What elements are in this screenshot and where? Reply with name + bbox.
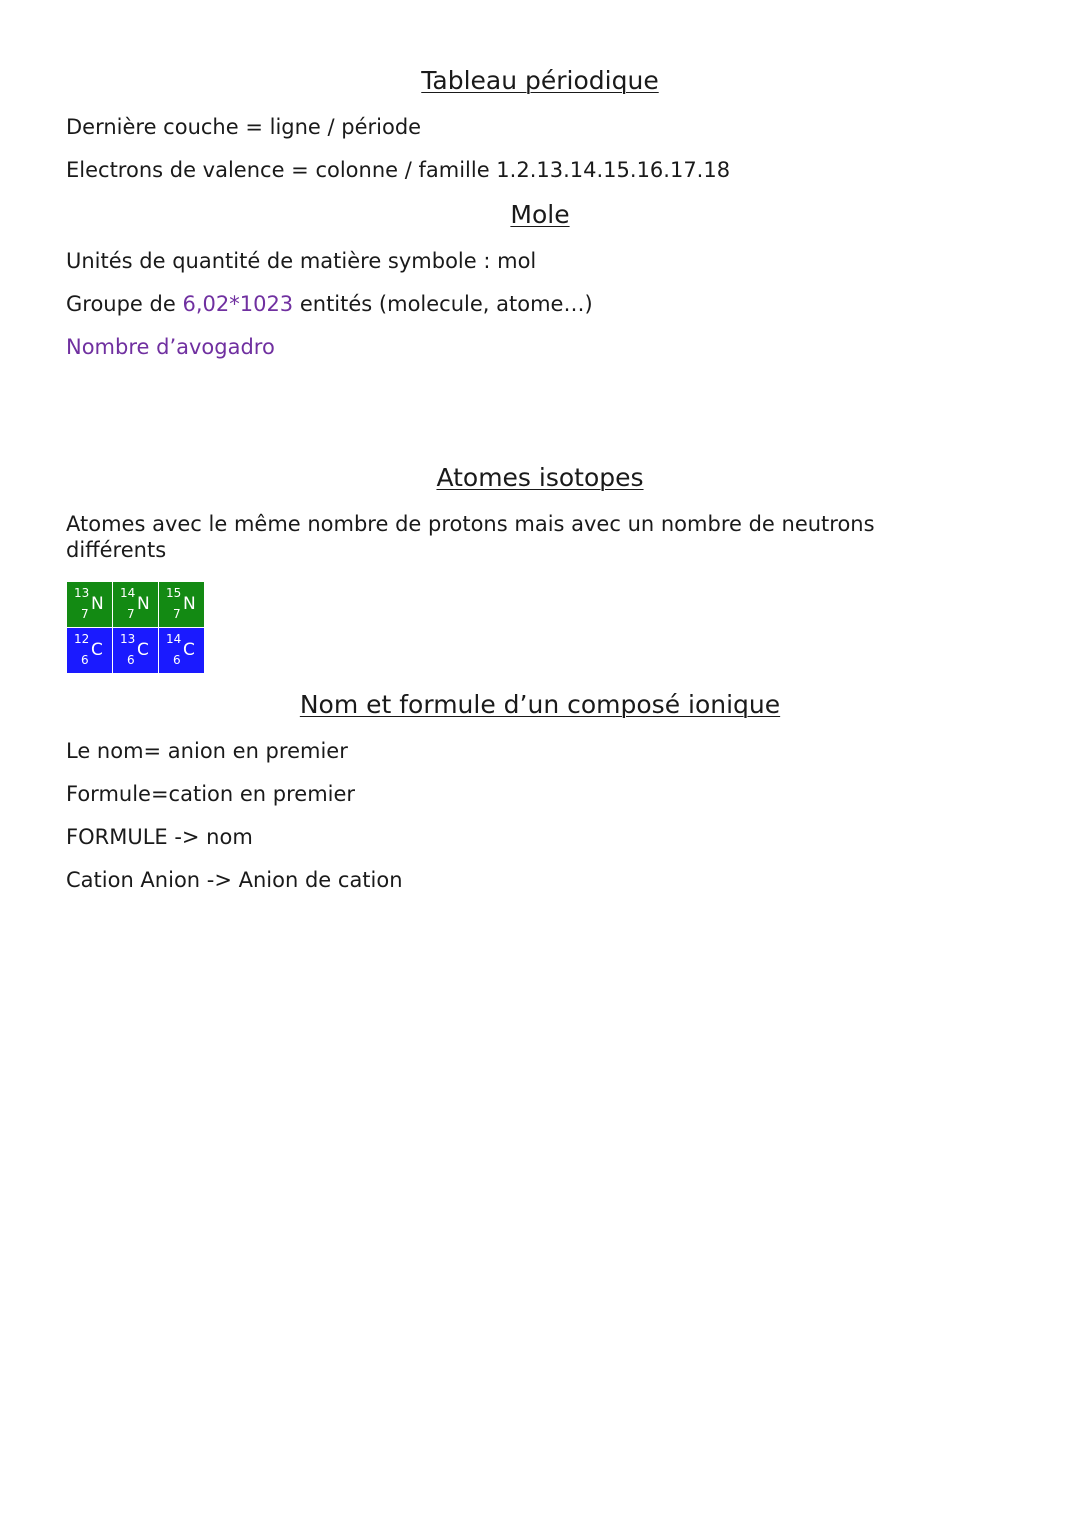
element-symbol: C	[91, 640, 103, 660]
isotope-grid	[67, 582, 203, 673]
element-symbol: N	[183, 594, 196, 614]
atomic-number: 7	[127, 607, 135, 621]
atomic-number: 7	[81, 607, 89, 621]
text-le-nom: Le nom= anion en premier	[66, 739, 348, 763]
isotope-cell-nitrogen-13	[67, 582, 112, 627]
mass-number: 12	[74, 632, 90, 646]
text-cation-anion: Cation Anion -> Anion de cation	[66, 868, 403, 892]
text-formule-nom: FORMULE -> nom	[66, 825, 253, 849]
element-symbol: N	[91, 594, 104, 614]
avogadro-value: 6,02*1023	[182, 292, 294, 316]
text-isotopes-definition: Atomes avec le même nombre de protons mais avec un nombre de neutrons différents	[66, 512, 875, 562]
isotope-cell-carbon-14	[159, 628, 204, 673]
text-unites-mol: Unités de quantité de matière symbole : mol	[66, 249, 537, 273]
heading-tableau-periodique: Tableau périodique	[421, 66, 659, 95]
text-electrons-valence: Electrons de valence = colonne / famille 1.2.13.14.15.16.17.18	[66, 158, 731, 182]
isotope-cell-carbon-13	[113, 628, 158, 673]
mass-number: 15	[166, 586, 182, 600]
atomic-number: 6	[81, 653, 89, 667]
atomic-number: 6	[127, 653, 135, 667]
mass-number: 13	[74, 586, 90, 600]
text-formule: Formule=cation en premier	[66, 782, 356, 806]
isotope-cell-carbon-12	[67, 628, 112, 673]
heading-compose-ionique: Nom et formule d’un composé ionique	[299, 690, 781, 719]
mass-number: 14	[166, 632, 182, 646]
mass-number: 14	[120, 586, 136, 600]
text-nombre-avogadro: Nombre d’avogadro	[66, 335, 275, 359]
text-groupe-entites	[66, 291, 593, 317]
text-groupe-prefix: Groupe de	[66, 292, 183, 316]
element-symbol: C	[183, 640, 195, 660]
isotope-cell-nitrogen-15	[159, 582, 204, 627]
element-symbol: C	[137, 640, 149, 660]
atomic-number: 6	[173, 653, 181, 667]
heading-atomes-isotopes: Atomes isotopes	[436, 463, 644, 492]
text-derniere-couche: Dernière couche = ligne / période	[66, 115, 422, 139]
mass-number: 13	[120, 632, 136, 646]
atomic-number: 7	[173, 607, 181, 621]
text-groupe-suffix: entités (molecule, atome…)	[293, 292, 593, 316]
isotope-cell-nitrogen-14	[113, 582, 158, 627]
heading-mole: Mole	[510, 200, 570, 229]
element-symbol: N	[137, 594, 150, 614]
